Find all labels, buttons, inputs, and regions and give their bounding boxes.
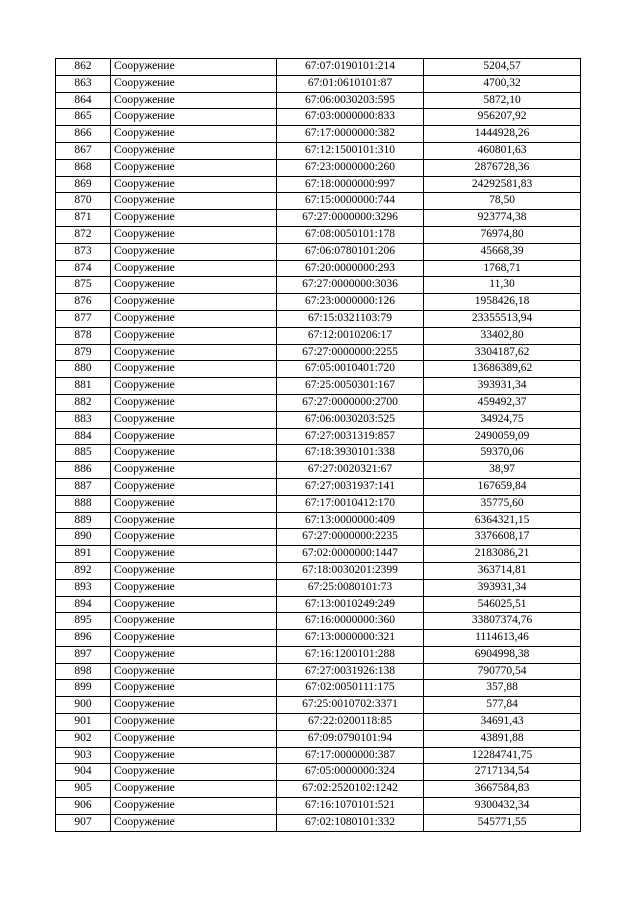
object-type-cell: Сооружение <box>111 277 277 294</box>
cadastral-number-cell: 67:18:0030201:2399 <box>277 562 424 579</box>
row-number-cell: 901 <box>56 714 111 731</box>
object-type-cell: Сооружение <box>111 697 277 714</box>
object-type-cell: Сооружение <box>111 596 277 613</box>
row-number-cell: 863 <box>56 75 111 92</box>
table-row <box>56 798 581 815</box>
object-type-cell: Сооружение <box>111 562 277 579</box>
table-row <box>56 142 581 159</box>
row-number-cell: 879 <box>56 344 111 361</box>
cadastral-number-cell: 67:02:0050111:175 <box>277 680 424 697</box>
value-cell: 459492,37 <box>424 394 581 411</box>
value-cell: 78,50 <box>424 193 581 210</box>
object-type-cell: Сооружение <box>111 75 277 92</box>
object-type-cell: Сооружение <box>111 680 277 697</box>
cadastral-number-cell: 67:27:0000000:2255 <box>277 344 424 361</box>
value-cell: 3667584,83 <box>424 781 581 798</box>
value-cell: 393931,34 <box>424 579 581 596</box>
value-cell: 3304187,62 <box>424 344 581 361</box>
object-type-cell: Сооружение <box>111 646 277 663</box>
value-cell: 13686389,62 <box>424 361 581 378</box>
value-cell: 24292581,83 <box>424 176 581 193</box>
table-row <box>56 310 581 327</box>
cadastral-number-cell: 67:23:0000000:126 <box>277 294 424 311</box>
cadastral-number-cell: 67:05:0010401:720 <box>277 361 424 378</box>
table-row <box>56 243 581 260</box>
cadastral-number-cell: 67:03:0000000:833 <box>277 109 424 126</box>
table-row <box>56 663 581 680</box>
row-number-cell: 866 <box>56 126 111 143</box>
value-cell: 43891,88 <box>424 730 581 747</box>
cadastral-number-cell: 67:02:2520102:1242 <box>277 781 424 798</box>
value-cell: 23355513,94 <box>424 310 581 327</box>
value-cell: 6364321,15 <box>424 512 581 529</box>
cadastral-number-cell: 67:17:0000000:387 <box>277 747 424 764</box>
object-type-cell: Сооружение <box>111 663 277 680</box>
object-type-cell: Сооружение <box>111 159 277 176</box>
row-number-cell: 884 <box>56 428 111 445</box>
cadastral-number-cell: 67:13:0000000:409 <box>277 512 424 529</box>
value-cell: 4700,32 <box>424 75 581 92</box>
row-number-cell: 894 <box>56 596 111 613</box>
table-row <box>56 714 581 731</box>
cadastral-number-cell: 67:27:0020321:67 <box>277 462 424 479</box>
table-row <box>56 210 581 227</box>
row-number-cell: 895 <box>56 613 111 630</box>
row-number-cell: 881 <box>56 378 111 395</box>
object-type-cell: Сооружение <box>111 714 277 731</box>
row-number-cell: 877 <box>56 310 111 327</box>
value-cell: 167659,84 <box>424 478 581 495</box>
value-cell: 1958426,18 <box>424 294 581 311</box>
object-type-cell: Сооружение <box>111 512 277 529</box>
row-number-cell: 889 <box>56 512 111 529</box>
table-row <box>56 126 581 143</box>
row-number-cell: 906 <box>56 798 111 815</box>
row-number-cell: 872 <box>56 226 111 243</box>
table-row <box>56 226 581 243</box>
value-cell: 546025,51 <box>424 596 581 613</box>
row-number-cell: 907 <box>56 814 111 831</box>
table-row <box>56 394 581 411</box>
row-number-cell: 898 <box>56 663 111 680</box>
object-type-cell: Сооружение <box>111 378 277 395</box>
object-type-cell: Сооружение <box>111 210 277 227</box>
value-cell: 45668,39 <box>424 243 581 260</box>
object-type-cell: Сооружение <box>111 781 277 798</box>
table-row <box>56 814 581 831</box>
table-row <box>56 747 581 764</box>
cadastral-number-cell: 67:23:0000000:260 <box>277 159 424 176</box>
cadastral-number-cell: 67:13:0000000:321 <box>277 630 424 647</box>
row-number-cell: 896 <box>56 630 111 647</box>
value-cell: 2183086,21 <box>424 546 581 563</box>
table-row <box>56 764 581 781</box>
table-row <box>56 562 581 579</box>
table-row <box>56 596 581 613</box>
object-type-cell: Сооружение <box>111 462 277 479</box>
value-cell: 35775,60 <box>424 495 581 512</box>
cadastral-number-cell: 67:16:1070101:521 <box>277 798 424 815</box>
value-cell: 2717134,54 <box>424 764 581 781</box>
row-number-cell: 892 <box>56 562 111 579</box>
value-cell: 393931,34 <box>424 378 581 395</box>
object-type-cell: Сооружение <box>111 630 277 647</box>
table-row <box>56 411 581 428</box>
value-cell: 545771,55 <box>424 814 581 831</box>
cadastral-number-cell: 67:25:0050301:167 <box>277 378 424 395</box>
object-type-cell: Сооружение <box>111 176 277 193</box>
row-number-cell: 871 <box>56 210 111 227</box>
value-cell: 1114613,46 <box>424 630 581 647</box>
cadastral-number-cell: 67:05:0000000:324 <box>277 764 424 781</box>
table-row <box>56 478 581 495</box>
cadastral-number-cell: 67:02:0000000:1447 <box>277 546 424 563</box>
table-row <box>56 512 581 529</box>
cadastral-number-cell: 67:15:0321103:79 <box>277 310 424 327</box>
table-row <box>56 344 581 361</box>
row-number-cell: 887 <box>56 478 111 495</box>
object-type-cell: Сооружение <box>111 59 277 76</box>
cadastral-number-cell: 67:27:0000000:3296 <box>277 210 424 227</box>
object-type-cell: Сооружение <box>111 613 277 630</box>
row-number-cell: 868 <box>56 159 111 176</box>
value-cell: 5204,57 <box>424 59 581 76</box>
cadastral-number-cell: 67:06:0030203:595 <box>277 92 424 109</box>
object-type-cell: Сооружение <box>111 193 277 210</box>
table-row <box>56 579 581 596</box>
object-type-cell: Сооружение <box>111 495 277 512</box>
table-row <box>56 428 581 445</box>
table-row <box>56 781 581 798</box>
object-type-cell: Сооружение <box>111 798 277 815</box>
row-number-cell: 870 <box>56 193 111 210</box>
value-cell: 5872,10 <box>424 92 581 109</box>
row-number-cell: 876 <box>56 294 111 311</box>
cadastral-number-cell: 67:27:0031937:141 <box>277 478 424 495</box>
cadastral-number-cell: 67:18:0000000:997 <box>277 176 424 193</box>
object-type-cell: Сооружение <box>111 546 277 563</box>
cadastral-number-cell: 67:17:0010412:170 <box>277 495 424 512</box>
cadastral-number-cell: 67:20:0000000:293 <box>277 260 424 277</box>
row-number-cell: 867 <box>56 142 111 159</box>
object-type-cell: Сооружение <box>111 764 277 781</box>
cadastral-number-cell: 67:13:0010249:249 <box>277 596 424 613</box>
register-table <box>55 58 581 832</box>
row-number-cell: 888 <box>56 495 111 512</box>
object-type-cell: Сооружение <box>111 109 277 126</box>
value-cell: 2490059,09 <box>424 428 581 445</box>
cadastral-number-cell: 67:08:0050101:178 <box>277 226 424 243</box>
table-row <box>56 159 581 176</box>
value-cell: 1768,71 <box>424 260 581 277</box>
cadastral-number-cell: 67:17:0000000:382 <box>277 126 424 143</box>
table-row <box>56 378 581 395</box>
object-type-cell: Сооружение <box>111 579 277 596</box>
object-type-cell: Сооружение <box>111 428 277 445</box>
object-type-cell: Сооружение <box>111 243 277 260</box>
object-type-cell: Сооружение <box>111 142 277 159</box>
table-row <box>56 697 581 714</box>
table-row <box>56 462 581 479</box>
table-row <box>56 277 581 294</box>
value-cell: 34924,75 <box>424 411 581 428</box>
cadastral-number-cell: 67:22:0200118:85 <box>277 714 424 731</box>
row-number-cell: 902 <box>56 730 111 747</box>
object-type-cell: Сооружение <box>111 294 277 311</box>
value-cell: 38,97 <box>424 462 581 479</box>
cadastral-number-cell: 67:01:0610101:87 <box>277 75 424 92</box>
table-row <box>56 92 581 109</box>
object-type-cell: Сооружение <box>111 394 277 411</box>
value-cell: 790770,54 <box>424 663 581 680</box>
table-row <box>56 680 581 697</box>
row-number-cell: 875 <box>56 277 111 294</box>
row-number-cell: 897 <box>56 646 111 663</box>
cadastral-number-cell: 67:18:3930101:338 <box>277 445 424 462</box>
row-number-cell: 880 <box>56 361 111 378</box>
register-table-body <box>56 59 581 832</box>
object-type-cell: Сооружение <box>111 226 277 243</box>
value-cell: 11,30 <box>424 277 581 294</box>
table-row <box>56 546 581 563</box>
table-row <box>56 445 581 462</box>
row-number-cell: 891 <box>56 546 111 563</box>
object-type-cell: Сооружение <box>111 344 277 361</box>
value-cell: 76974,80 <box>424 226 581 243</box>
cadastral-number-cell: 67:15:0000000:744 <box>277 193 424 210</box>
row-number-cell: 878 <box>56 327 111 344</box>
value-cell: 9300432,34 <box>424 798 581 815</box>
row-number-cell: 900 <box>56 697 111 714</box>
value-cell: 923774,38 <box>424 210 581 227</box>
object-type-cell: Сооружение <box>111 747 277 764</box>
value-cell: 33807374,76 <box>424 613 581 630</box>
cadastral-number-cell: 67:27:0000000:2235 <box>277 529 424 546</box>
cadastral-number-cell: 67:27:0031319:857 <box>277 428 424 445</box>
value-cell: 357,88 <box>424 680 581 697</box>
table-row <box>56 495 581 512</box>
cadastral-number-cell: 67:06:0030203:525 <box>277 411 424 428</box>
cadastral-number-cell: 67:25:0080101:73 <box>277 579 424 596</box>
cadastral-number-cell: 67:09:0790101:94 <box>277 730 424 747</box>
value-cell: 33402,80 <box>424 327 581 344</box>
cadastral-number-cell: 67:16:1200101:288 <box>277 646 424 663</box>
row-number-cell: 890 <box>56 529 111 546</box>
value-cell: 577,84 <box>424 697 581 714</box>
value-cell: 363714,81 <box>424 562 581 579</box>
row-number-cell: 882 <box>56 394 111 411</box>
row-number-cell: 864 <box>56 92 111 109</box>
row-number-cell: 904 <box>56 764 111 781</box>
table-row <box>56 529 581 546</box>
value-cell: 2876728,36 <box>424 159 581 176</box>
object-type-cell: Сооружение <box>111 260 277 277</box>
row-number-cell: 865 <box>56 109 111 126</box>
table-row <box>56 361 581 378</box>
table-row <box>56 613 581 630</box>
cadastral-number-cell: 67:12:1500101:310 <box>277 142 424 159</box>
value-cell: 3376608,17 <box>424 529 581 546</box>
table-row <box>56 59 581 76</box>
value-cell: 6904998,38 <box>424 646 581 663</box>
object-type-cell: Сооружение <box>111 478 277 495</box>
object-type-cell: Сооружение <box>111 327 277 344</box>
row-number-cell: 883 <box>56 411 111 428</box>
cadastral-number-cell: 67:02:1080101:332 <box>277 814 424 831</box>
cadastral-number-cell: 67:16:0000000:360 <box>277 613 424 630</box>
table-row <box>56 193 581 210</box>
row-number-cell: 862 <box>56 59 111 76</box>
row-number-cell: 874 <box>56 260 111 277</box>
object-type-cell: Сооружение <box>111 92 277 109</box>
value-cell: 956207,92 <box>424 109 581 126</box>
row-number-cell: 893 <box>56 579 111 596</box>
cadastral-number-cell: 67:06:0780101:206 <box>277 243 424 260</box>
table-row <box>56 294 581 311</box>
value-cell: 460801,63 <box>424 142 581 159</box>
cadastral-number-cell: 67:27:0031926:138 <box>277 663 424 680</box>
object-type-cell: Сооружение <box>111 730 277 747</box>
value-cell: 1444928,26 <box>424 126 581 143</box>
object-type-cell: Сооружение <box>111 361 277 378</box>
table-row <box>56 327 581 344</box>
value-cell: 59370,06 <box>424 445 581 462</box>
object-type-cell: Сооружение <box>111 445 277 462</box>
cadastral-number-cell: 67:07:0190101:214 <box>277 59 424 76</box>
cadastral-number-cell: 67:25:0010702:3371 <box>277 697 424 714</box>
object-type-cell: Сооружение <box>111 529 277 546</box>
cadastral-number-cell: 67:27:0000000:3036 <box>277 277 424 294</box>
row-number-cell: 873 <box>56 243 111 260</box>
row-number-cell: 905 <box>56 781 111 798</box>
value-cell: 34691,43 <box>424 714 581 731</box>
cadastral-number-cell: 67:12:0010206:17 <box>277 327 424 344</box>
table-row <box>56 75 581 92</box>
table-row <box>56 630 581 647</box>
object-type-cell: Сооружение <box>111 411 277 428</box>
table-row <box>56 260 581 277</box>
row-number-cell: 869 <box>56 176 111 193</box>
table-row <box>56 176 581 193</box>
table-row <box>56 109 581 126</box>
row-number-cell: 886 <box>56 462 111 479</box>
row-number-cell: 885 <box>56 445 111 462</box>
object-type-cell: Сооружение <box>111 126 277 143</box>
row-number-cell: 903 <box>56 747 111 764</box>
table-row <box>56 646 581 663</box>
row-number-cell: 899 <box>56 680 111 697</box>
table-row <box>56 730 581 747</box>
cadastral-number-cell: 67:27:0000000:2700 <box>277 394 424 411</box>
object-type-cell: Сооружение <box>111 814 277 831</box>
object-type-cell: Сооружение <box>111 310 277 327</box>
value-cell: 12284741,75 <box>424 747 581 764</box>
